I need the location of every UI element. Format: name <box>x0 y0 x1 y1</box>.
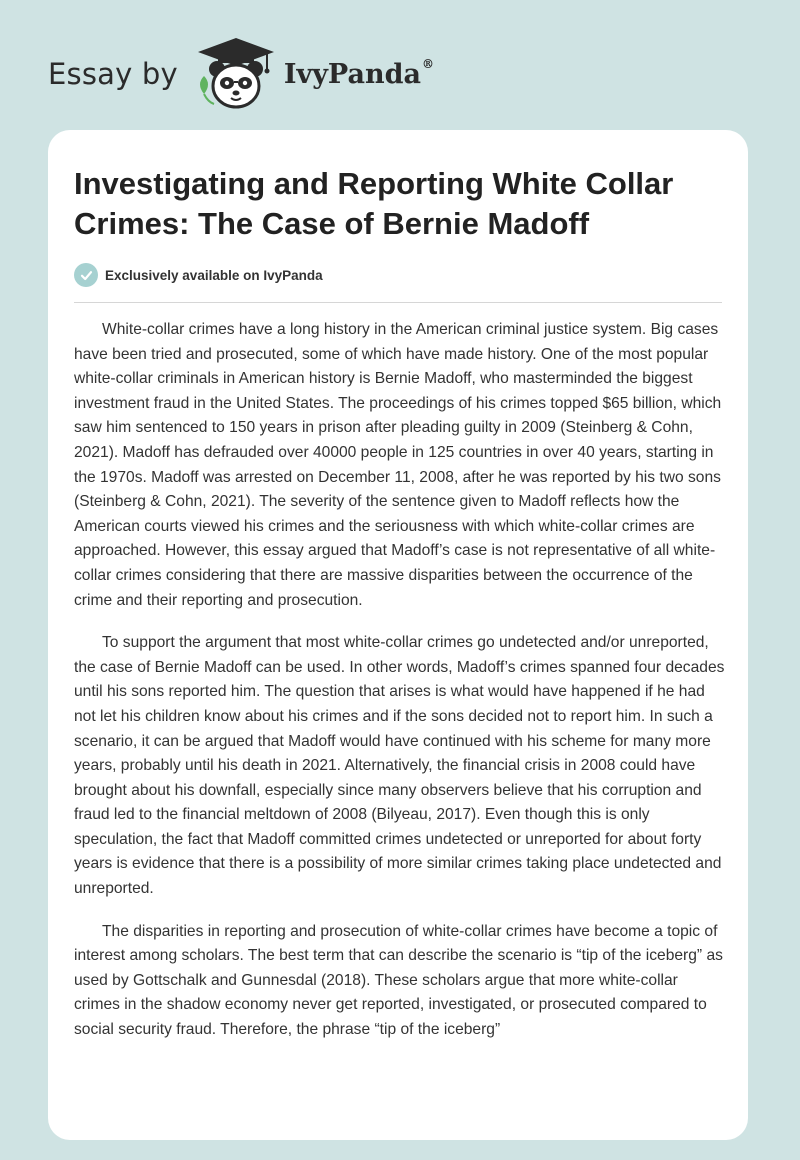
panda-logo-icon[interactable] <box>194 36 278 112</box>
divider <box>74 302 722 303</box>
page-title: Investigating and Reporting White Collar Crimes: The Case of Bernie Madoff <box>74 166 674 241</box>
registered-mark: ® <box>421 56 434 71</box>
paragraph: The disparities in reporting and prosecution of white-collar crimes have become a topic of interest among scholars. The best term that can describe the scenario is “tip of the iceberg” as used by Gottschalk and Gunnesdal (2018). These scholars argue that more white-collar crimes in the shadow economy never get reported, investigated, or prosecuted compared to social security fraud. Therefore, the phrase “tip of the iceberg” <box>74 922 723 1039</box>
paragraph: To support the argument that most white-collar crimes go undetected and/or unreported, the case of Bernie Madoff can be used. In other words, Madoff’s crimes spanned four decades until his sons reported him. The question that arises is what would have happened if he had not let his children know about his crimes and if the sons decided not to report him. In such a scenario, it can be argued that Madoff would have continued with his scheme for many more years, probably until his death in 2021. Alternatively, the financial crisis in 2008 could have brought about his downfall, especially since many observers believe that his corruption and fraud led to the financial meltdown of 2008 (Bilyeau, 2017). Even though this is only speculation, the fact that Madoff committed crimes undetected or unreported for about forty years is evidence that there is a possibility of more similar crimes taking place undetected and unreported. <box>74 634 725 898</box>
paragraph: White-collar crimes have a long history in the American criminal justice system. Big cases have been tried and prosecuted, some of which have made history. One of the most popular white-collar criminals in American history is Bernie Madoff, who masterminded the biggest investment fraud in the United States. The proceedings of his crimes topped $65 billion, which saw him sentenced to 150 years in prison after pleading guilty in 2009 (Steinberg & Cohn, 2021). Madoff has defrauded over 40000 people in 125 countries in over 40 years, starting in the 1970s. Madoff was arrested on December 11, 2008, after he was reported by his two sons (Steinberg & Cohn, 2021). The severity of the sentence given to Madoff reflects how the American courts viewed his crimes and the seriousness with which white-collar crimes are approached. However, this essay argued that Madoff’s case is not representative of all white-collar crimes considering that there are massive disparities between the occurrence of the crime and their reporting and prosecution. <box>74 321 722 609</box>
essay-card <box>48 130 748 1140</box>
exclusive-badge <box>74 263 323 287</box>
essay-by-label: Essay by <box>48 57 178 91</box>
check-circle-icon <box>74 263 98 287</box>
exclusive-badge-label: Exclusively available on IvyPanda <box>105 267 323 283</box>
brand-name[interactable]: IvyPanda® <box>283 56 434 90</box>
site-header <box>48 34 434 114</box>
essay-body <box>74 318 726 1061</box>
